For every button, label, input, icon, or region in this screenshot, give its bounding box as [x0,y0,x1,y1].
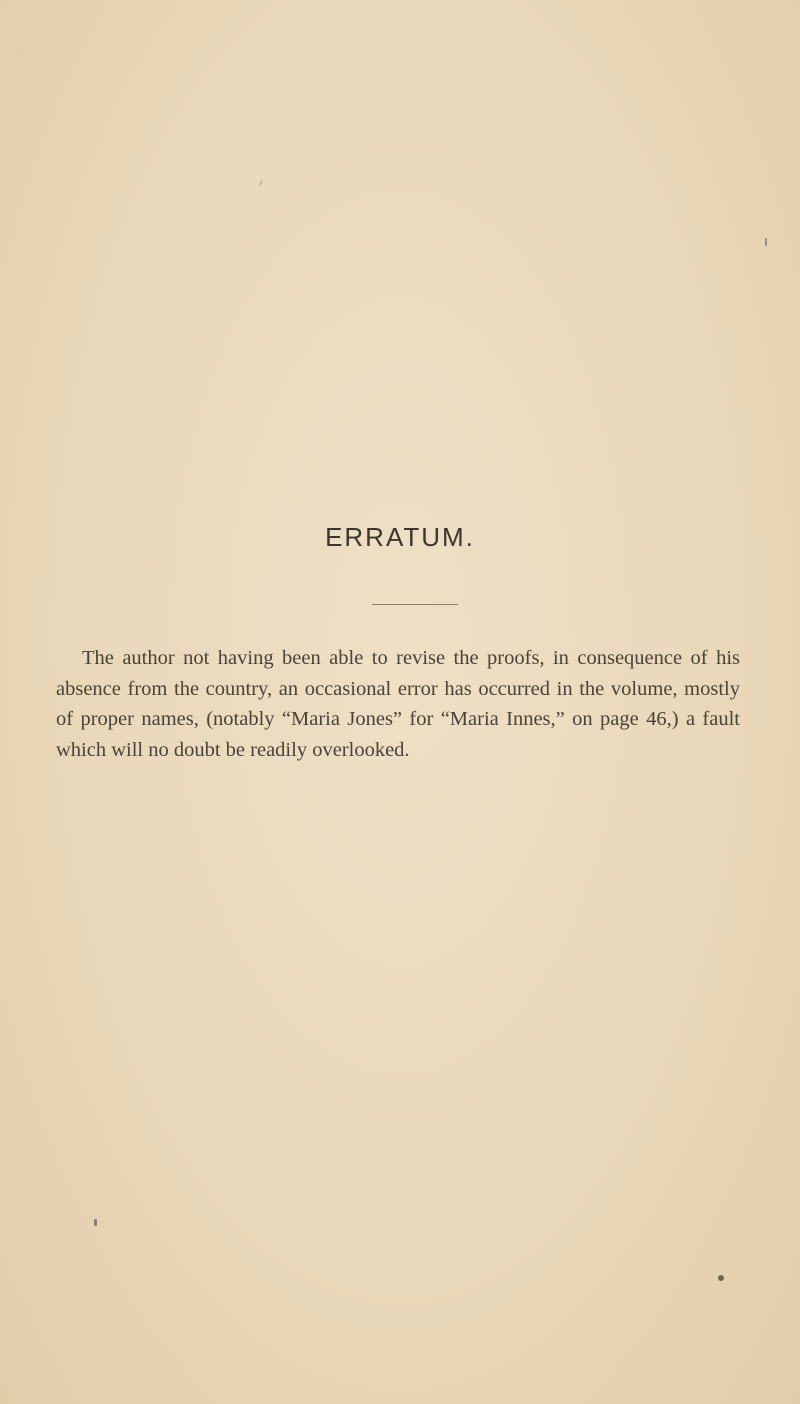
paper-speck [765,238,767,246]
erratum-paragraph: The author not having been able to revise the proofs, in consequence of his absence from the country, an occasional error has occurred in the volume, mostly of proper names, (notably “Maria Jones” for “Maria Innes,” on page 46,) a fault which will no doubt be readily overlooked. [56,647,740,761]
heading-divider [372,604,458,605]
paper-speck [94,1219,97,1226]
erratum-heading: ERRATUM. [325,522,475,552]
paper-speck [718,1275,724,1281]
paper-speck [259,180,263,186]
